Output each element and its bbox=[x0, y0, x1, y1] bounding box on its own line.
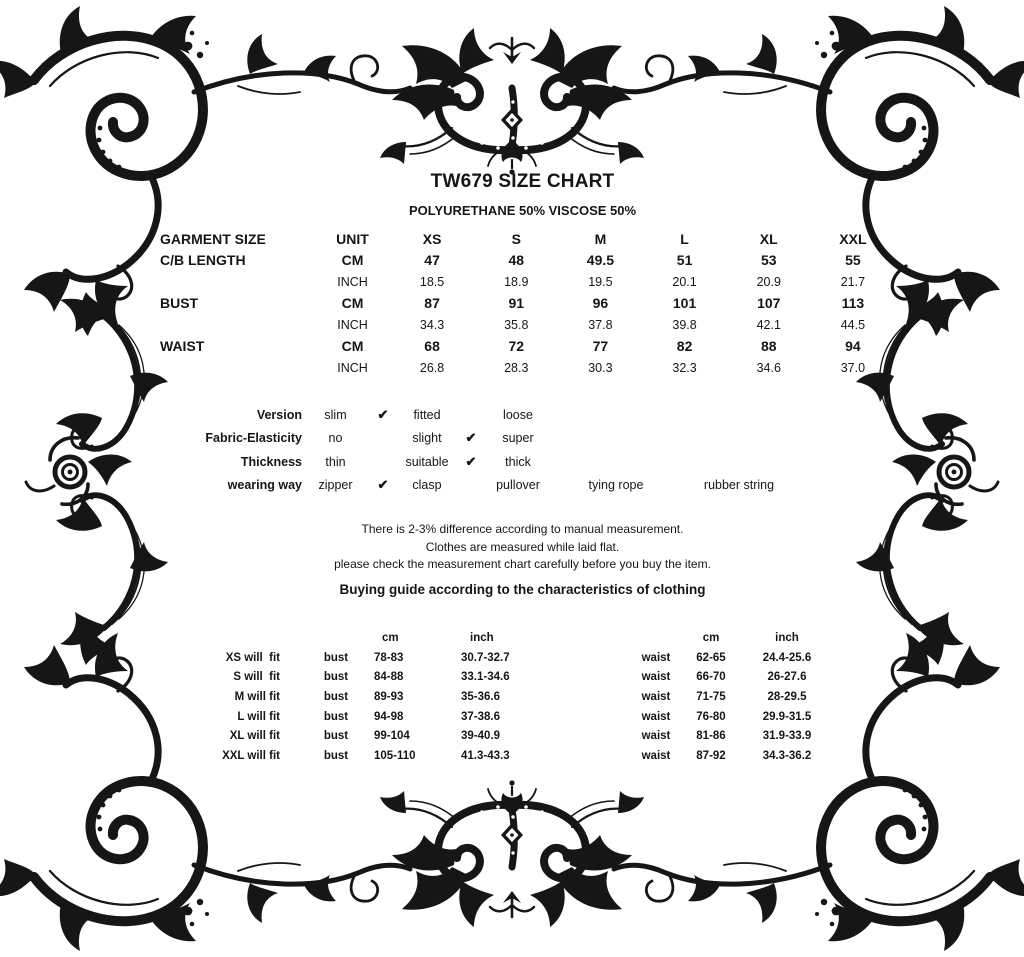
buying-guide-header-row bbox=[150, 628, 895, 648]
size-value: 82 bbox=[676, 338, 693, 355]
waist-cm-range: 81-86 bbox=[696, 730, 726, 743]
waist-label: waist bbox=[641, 690, 671, 703]
size-value: 37.0 bbox=[840, 360, 866, 375]
fit-size-label: XL will fit bbox=[229, 730, 280, 743]
unit-label: INCH bbox=[337, 360, 368, 375]
waist-label: waist bbox=[641, 651, 671, 664]
waist-inch-range: 24.4-25.6 bbox=[762, 651, 812, 664]
note-line-1: There is 2-3% difference according to manual measurement. bbox=[361, 522, 684, 536]
border-vine-left bbox=[26, 299, 168, 645]
fit-size-label: XXL will fit bbox=[222, 749, 280, 762]
attribute-option: loose bbox=[503, 407, 533, 422]
size-value: 96 bbox=[592, 295, 609, 312]
size-value: 34.3 bbox=[419, 317, 445, 332]
size-value: 101 bbox=[672, 295, 697, 312]
buying-guide-row bbox=[150, 687, 895, 707]
size-column-header: L bbox=[680, 230, 689, 247]
waist-label: waist bbox=[641, 749, 671, 762]
size-table-row bbox=[150, 271, 895, 293]
size-value: 94 bbox=[845, 338, 861, 355]
garment-size-header: GARMENT SIZE bbox=[160, 230, 266, 247]
fit-size-label: L will fit bbox=[237, 710, 280, 723]
waist-cm-range: 87-92 bbox=[696, 749, 726, 762]
attribute-option: slight bbox=[412, 431, 442, 446]
chart-content bbox=[150, 0, 895, 957]
size-table-row bbox=[150, 314, 895, 336]
attribute-row bbox=[150, 450, 895, 474]
attribute-option: thin bbox=[325, 454, 346, 469]
waist-inch-range: 26-27.6 bbox=[767, 671, 807, 684]
size-value: 51 bbox=[676, 252, 693, 269]
size-value: 87 bbox=[424, 295, 440, 312]
size-value: 26.8 bbox=[419, 360, 445, 375]
waist-cm-range: 71-75 bbox=[696, 690, 726, 703]
attribute-option: zipper bbox=[318, 478, 353, 493]
cm-header: cm bbox=[382, 631, 399, 644]
waist-cm-range: 62-65 bbox=[696, 651, 726, 664]
waist-inch-range: 31.9-33.9 bbox=[762, 730, 812, 743]
bust-label: bust bbox=[323, 671, 349, 684]
garment-attributes bbox=[150, 403, 895, 497]
bust-label: bust bbox=[323, 651, 349, 664]
size-value: 77 bbox=[592, 338, 609, 355]
bust-cm-range: 78-83 bbox=[374, 651, 404, 664]
buying-guide-row bbox=[150, 667, 895, 687]
buying-guide-heading: Buying guide according to the characteristics of clothing bbox=[339, 582, 706, 597]
size-value: 55 bbox=[845, 252, 861, 269]
size-value: 91 bbox=[508, 295, 525, 312]
size-table-header-row bbox=[150, 228, 895, 250]
unit-label: INCH bbox=[337, 274, 368, 289]
size-value: 53 bbox=[760, 252, 777, 269]
waist-cm-range: 66-70 bbox=[696, 671, 726, 684]
attribute-option: pullover bbox=[496, 478, 540, 493]
bust-inch-range: 41.3-43.3 bbox=[461, 749, 510, 762]
size-value: 28.3 bbox=[504, 360, 529, 375]
bust-inch-range: 39-40.9 bbox=[461, 730, 501, 743]
size-value: 49.5 bbox=[586, 252, 615, 269]
size-table-row bbox=[150, 293, 895, 315]
size-column-header: XL bbox=[759, 230, 778, 247]
size-column-header: M bbox=[594, 230, 607, 247]
size-value: 19.5 bbox=[588, 274, 613, 289]
attribute-label: Fabric-Elasticity bbox=[205, 431, 302, 446]
attribute-label: Thickness bbox=[240, 454, 302, 469]
page-title: TW679 SIZE CHART bbox=[430, 171, 615, 192]
size-value: 20.9 bbox=[756, 274, 781, 289]
note-line-3: please check the measurement chart carefully before you buy the item. bbox=[334, 557, 711, 571]
size-column-header: XS bbox=[422, 230, 442, 247]
size-value: 72 bbox=[508, 338, 525, 355]
fit-size-label: XS will fit bbox=[225, 651, 280, 664]
size-value: 44.5 bbox=[840, 317, 866, 332]
waist-cm-range: 76-80 bbox=[696, 710, 726, 723]
cm-header: cm bbox=[702, 631, 720, 644]
attribute-option: fitted bbox=[413, 407, 441, 422]
size-table-row bbox=[150, 250, 895, 272]
bust-label: bust bbox=[323, 749, 349, 762]
measurement-label: BUST bbox=[160, 295, 199, 312]
bust-inch-range: 33.1-34.6 bbox=[461, 671, 510, 684]
waist-inch-range: 34.3-36.2 bbox=[762, 749, 812, 762]
buying-guide-row bbox=[150, 648, 895, 668]
size-table bbox=[150, 228, 895, 379]
attribute-option: rubber string bbox=[703, 478, 775, 493]
size-value: 48 bbox=[508, 252, 525, 269]
unit-label: CM bbox=[341, 295, 364, 312]
bust-cm-range: 99-104 bbox=[374, 730, 410, 743]
waist-inch-range: 28-29.5 bbox=[767, 690, 807, 703]
buying-guide-table bbox=[150, 628, 895, 766]
size-value: 68 bbox=[424, 338, 440, 355]
unit-label: INCH bbox=[337, 317, 368, 332]
attribute-row bbox=[150, 427, 895, 451]
waist-label: waist bbox=[641, 730, 671, 743]
waist-label: waist bbox=[641, 671, 671, 684]
measurement-label: WAIST bbox=[160, 338, 205, 355]
attribute-row bbox=[150, 474, 895, 498]
unit-label: CM bbox=[341, 252, 364, 269]
bust-inch-range: 35-36.6 bbox=[461, 690, 501, 703]
attribute-option: tying rope bbox=[588, 478, 644, 493]
buying-guide-row bbox=[150, 707, 895, 727]
check-mark-icon: ✔ bbox=[377, 406, 389, 422]
attribute-option: no bbox=[328, 431, 343, 446]
size-value: 39.8 bbox=[672, 317, 697, 332]
bust-cm-range: 89-93 bbox=[374, 690, 404, 703]
waist-inch-range: 29.9-31.5 bbox=[762, 710, 812, 723]
attribute-option: suitable bbox=[405, 454, 449, 469]
attribute-option: slim bbox=[324, 407, 347, 422]
bust-label: bust bbox=[323, 710, 349, 723]
note-line-2: Clothes are measured while laid flat. bbox=[425, 539, 620, 554]
bust-inch-range: 37-38.6 bbox=[461, 710, 501, 723]
attribute-option: thick bbox=[505, 454, 531, 469]
size-value: 20.1 bbox=[672, 274, 697, 289]
size-value: 32.3 bbox=[672, 360, 697, 375]
buying-guide-row bbox=[150, 746, 895, 766]
size-column-header: S bbox=[511, 230, 521, 247]
size-value: 21.7 bbox=[840, 274, 866, 289]
size-column-header: XXL bbox=[839, 230, 867, 247]
size-table-row bbox=[150, 357, 895, 379]
size-table-row bbox=[150, 336, 895, 358]
bust-cm-range: 94-98 bbox=[374, 710, 404, 723]
attribute-option: super bbox=[502, 431, 534, 446]
bust-inch-range: 30.7-32.7 bbox=[461, 651, 510, 664]
bust-cm-range: 105-110 bbox=[374, 749, 416, 762]
attribute-row bbox=[150, 403, 895, 427]
size-value: 47 bbox=[424, 252, 440, 269]
fit-size-label: M will fit bbox=[234, 690, 280, 703]
size-value: 30.3 bbox=[588, 360, 613, 375]
size-value: 18.5 bbox=[419, 274, 445, 289]
check-mark-icon: ✔ bbox=[465, 430, 477, 446]
size-value: 37.8 bbox=[588, 317, 613, 332]
inch-header: inch bbox=[470, 631, 494, 644]
check-mark-icon: ✔ bbox=[377, 477, 389, 493]
fit-size-label: S will fit bbox=[233, 671, 280, 684]
inch-header: inch bbox=[775, 631, 799, 644]
attribute-option: clasp bbox=[412, 478, 442, 493]
size-value: 42.1 bbox=[756, 317, 781, 332]
measurement-notes bbox=[150, 521, 895, 574]
size-value: 35.8 bbox=[504, 317, 529, 332]
buying-guide-row bbox=[150, 726, 895, 746]
size-value: 107 bbox=[757, 295, 781, 312]
size-value: 18.9 bbox=[504, 274, 529, 289]
waist-label: waist bbox=[641, 710, 671, 723]
unit-header: UNIT bbox=[336, 230, 369, 247]
unit-label: CM bbox=[341, 338, 364, 355]
size-value: 113 bbox=[841, 295, 865, 312]
measurement-label: C/B LENGTH bbox=[160, 252, 246, 269]
check-mark-icon: ✔ bbox=[465, 453, 477, 469]
bust-cm-range: 84-88 bbox=[374, 671, 404, 684]
fabric-composition: POLYURETHANE 50% VISCOSE 50% bbox=[408, 203, 637, 218]
size-value: 34.6 bbox=[756, 360, 781, 375]
bust-label: bust bbox=[323, 690, 349, 703]
bust-label: bust bbox=[323, 730, 349, 743]
size-value: 88 bbox=[760, 338, 777, 355]
attribute-label: wearing way bbox=[227, 478, 302, 493]
attribute-label: Version bbox=[256, 407, 302, 422]
